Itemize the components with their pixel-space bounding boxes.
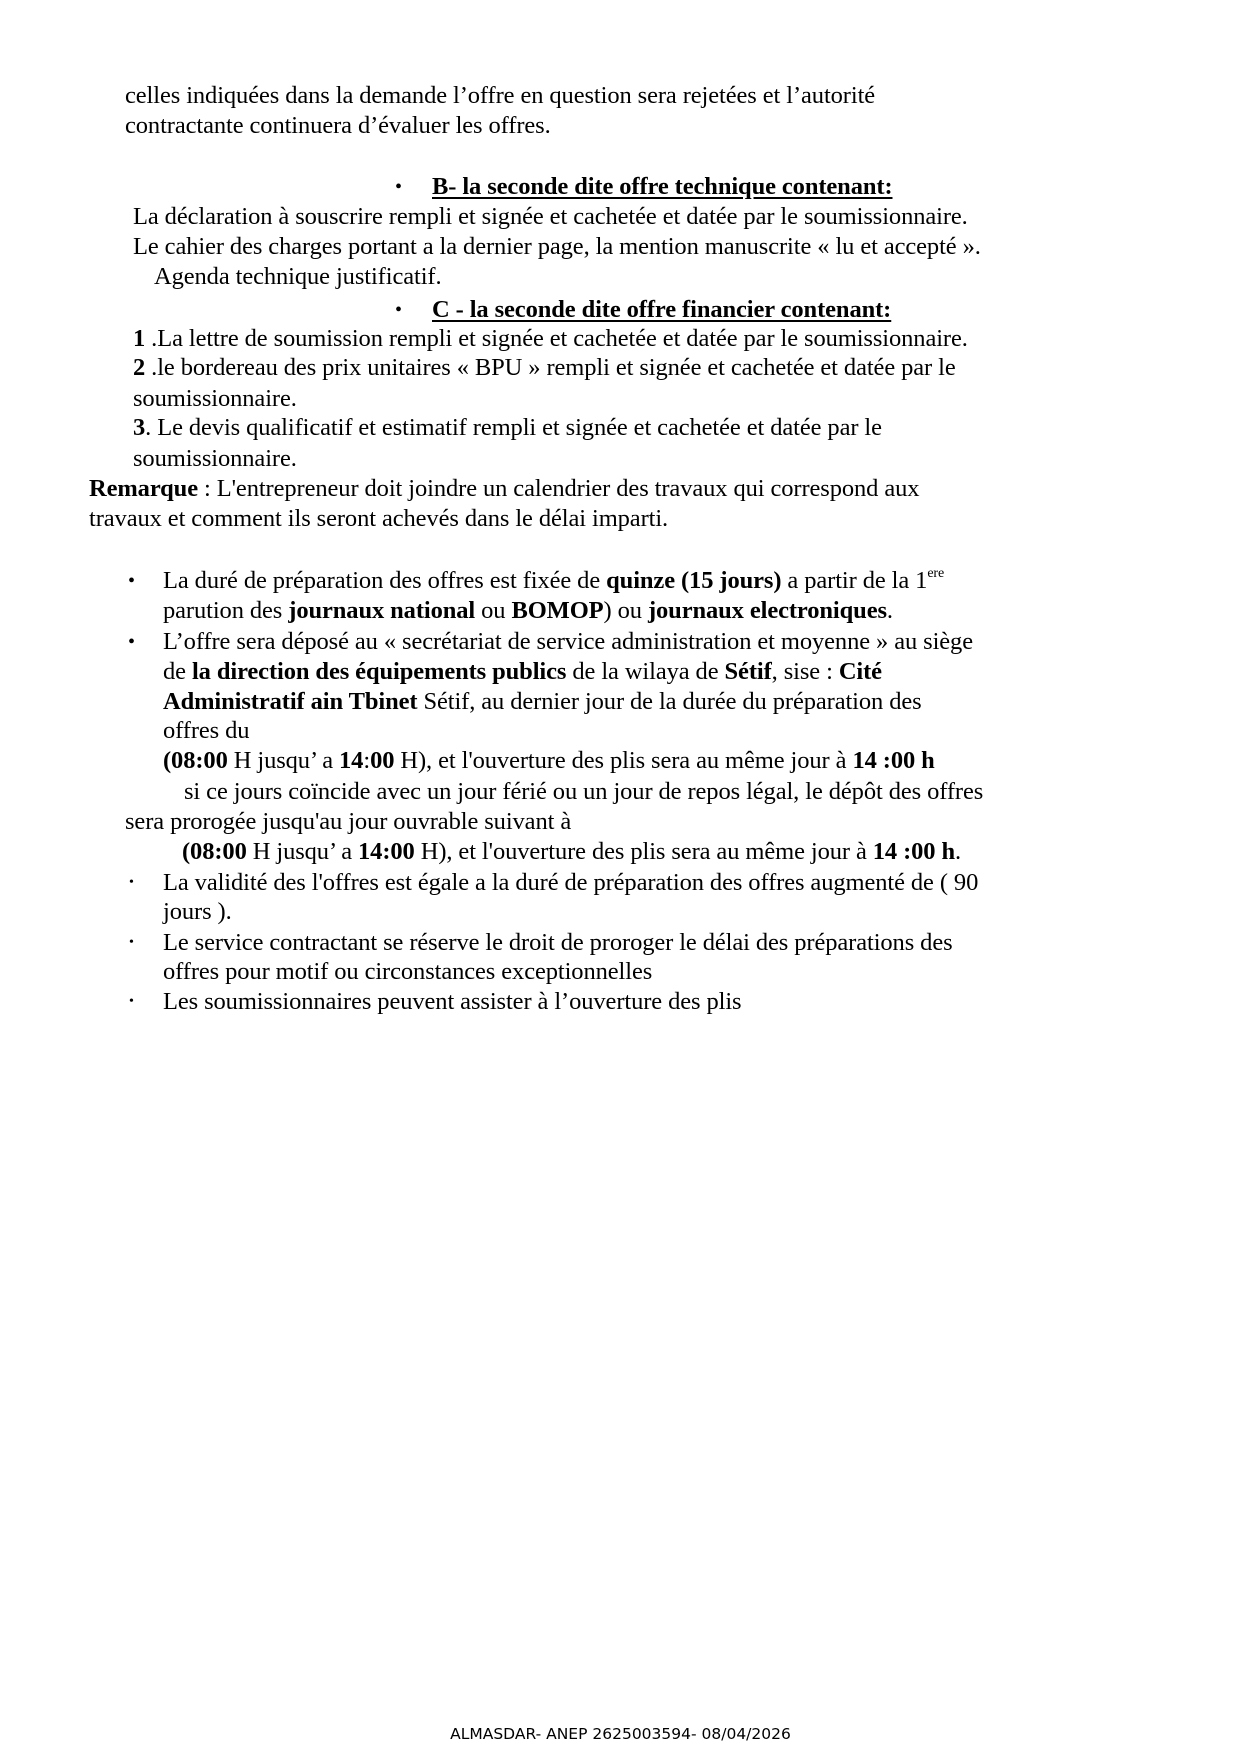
item-number: 3 <box>133 414 146 441</box>
remarque-text: : L'entrepreneur doit joindre un calendrier des travaux qui correspond aux <box>197 475 920 502</box>
remarque <box>89 474 919 504</box>
text: Sétif, au dernier jour de la durée du préparation des <box>417 688 922 715</box>
section-c-heading: C - la seconde dite offre financier contenant: <box>432 296 892 323</box>
bullet-2-line-2 <box>163 657 882 687</box>
bullet-2-line-5 <box>163 746 935 776</box>
bullet-icon: • <box>128 631 136 653</box>
text: parution des <box>163 597 289 624</box>
section-c-item <box>133 324 968 354</box>
bullet-icon: • <box>395 176 403 198</box>
text: La duré de préparation des offres est fixée de <box>163 567 607 594</box>
bullet-2-line-6: si ce jours coïncide avec un jour férié ou un jour de repos légal, le dépôt des offres <box>184 778 984 805</box>
bold-text: 14 :00 h <box>852 747 935 774</box>
bold-text: BOMOP <box>511 597 604 624</box>
bullet-4-line-2: offres pour motif ou circonstances exceptionnelles <box>163 958 653 985</box>
section-b-item: Le cahier des charges portant a la dernier page, la mention manuscrite « lu et accepté ». <box>133 233 981 260</box>
bullet-2-line-8 <box>182 837 961 867</box>
text: de la wilaya de <box>566 658 725 685</box>
bullet-5-line-1: Les soumissionnaires peuvent assister à l’ouverture des plis <box>163 988 742 1015</box>
duration-bold: quinze (15 jours) <box>606 567 782 594</box>
text: ) ou <box>603 597 648 624</box>
bold-text: 14:00 <box>358 838 415 865</box>
bullet-icon: • <box>129 935 134 950</box>
text: H jusqu’ a <box>246 838 359 865</box>
section-b-heading: B- la seconde dite offre technique contenant: <box>432 173 893 200</box>
footer-reference: ALMASDAR- ANEP 2625003594- 08/04/2026 <box>450 1725 791 1743</box>
remarque-cont: travaux et comment ils seront achevés dans le délai imparti. <box>89 505 669 532</box>
text: , sise : <box>771 658 839 685</box>
bullet-3-line-2: jours ). <box>163 898 232 925</box>
bullet-2-line-7: sera prorogée jusqu'au jour ouvrable suivant à <box>125 808 572 835</box>
bullet-2-line-4: offres du <box>163 717 250 744</box>
item-text: .le bordereau des prix unitaires « BPU » rempli et signée et cachetée et datée par le <box>145 354 956 381</box>
text: . <box>886 597 893 624</box>
bullet-icon: • <box>129 994 134 1009</box>
bullet-2-line-3 <box>163 687 922 717</box>
item-number: 1 <box>133 325 146 352</box>
text: H jusqu’ a <box>227 747 340 774</box>
section-c-item <box>133 413 882 443</box>
bullet-icon: • <box>128 570 136 592</box>
text: : <box>363 747 371 774</box>
bullet-icon: • <box>129 875 134 890</box>
bold-text: 14 <box>339 747 364 774</box>
text: H), et l'ouverture des plis sera au même jour à <box>414 838 873 865</box>
bullet-2-line-1: L’offre sera déposé au « secrétariat de service administration et moyenne » au siège <box>163 628 973 655</box>
item-text: . Le devis qualificatif et estimatif rempli et signée et cachetée et datée par le <box>145 414 882 441</box>
superscript: ere <box>927 565 945 581</box>
text: H), et l'ouverture des plis sera au même jour à <box>394 747 853 774</box>
bold-text: journaux electroniques <box>647 597 887 624</box>
intro-line-1: celles indiquées dans la demande l’offre en question sera rejetées et l’autorité <box>125 82 876 109</box>
bullet-1-line-2 <box>163 596 893 626</box>
bullet-4-line-1: Le service contractant se réserve le droit de proroger le délai des préparations des <box>163 929 953 956</box>
bullet-3-line-1: La validité des l'offres est égale a la duré de préparation des offres augmenté de ( 90 <box>163 869 979 896</box>
text: . <box>955 838 962 865</box>
section-b-item: La déclaration à souscrire rempli et signée et cachetée et datée par le soumissionnaire. <box>133 203 968 230</box>
bold-text: Sétif <box>724 658 772 685</box>
bold-text: la direction des équipements publics <box>191 658 567 685</box>
item-number: 2 <box>133 354 146 381</box>
section-c-item-cont: soumissionnaire. <box>133 445 297 472</box>
bold-text: 00 <box>370 747 395 774</box>
bullet-1-line-1 <box>163 566 944 596</box>
intro-line-2: contractante continuera d’évaluer les offres. <box>125 112 551 139</box>
section-c-item <box>133 353 956 383</box>
text: de <box>163 658 192 685</box>
text: ou <box>475 597 512 624</box>
section-c-item-cont: soumissionnaire. <box>133 385 297 412</box>
bold-text: Cité <box>838 658 882 685</box>
item-text: .La lettre de soumission rempli et signée et cachetée et datée par le soumissionnaire. <box>145 325 968 352</box>
bullet-icon: • <box>395 299 403 321</box>
bold-text: 14 :00 h <box>872 838 956 865</box>
remarque-label: Remarque <box>89 475 198 502</box>
bold-text: journaux national <box>288 597 476 624</box>
section-b-item: Agenda technique justificatif. <box>154 263 442 290</box>
bold-text: Administratif ain Tbinet <box>163 688 418 715</box>
text: a partir de la 1 <box>781 567 928 594</box>
bold-text: (08:00 <box>163 747 228 774</box>
bold-text: (08:00 <box>182 838 247 865</box>
